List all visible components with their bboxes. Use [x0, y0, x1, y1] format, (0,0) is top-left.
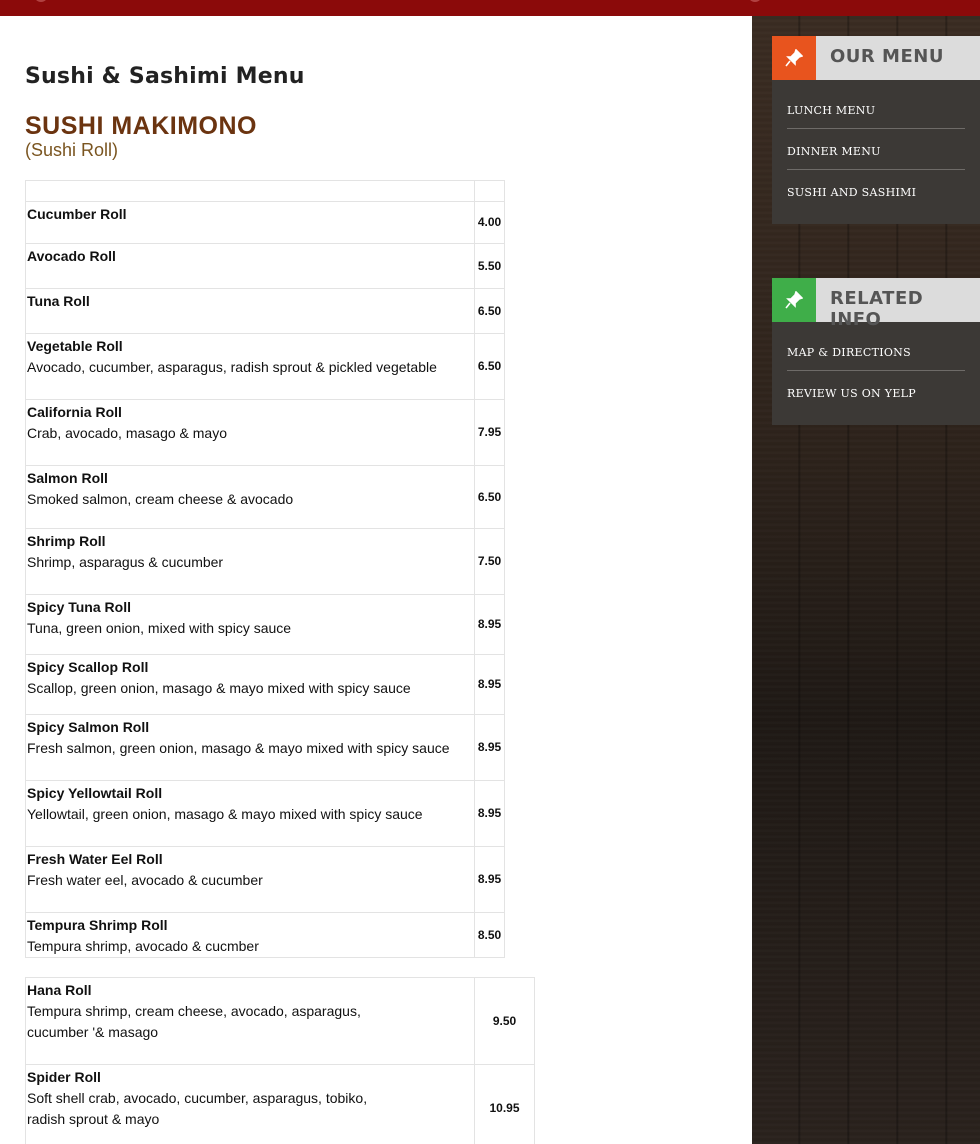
item-name: Spicy Yellowtail Roll	[27, 785, 163, 801]
item-description: Shrimp, asparagus & cucumber	[27, 554, 224, 570]
item-name: Avocado Roll	[27, 248, 116, 264]
section-title: SUSHI MAKIMONO	[25, 112, 257, 140]
table-row	[26, 289, 505, 334]
sidebar	[752, 16, 980, 1144]
item-cell	[26, 289, 475, 334]
top-nav-bar	[0, 0, 980, 16]
item-cell	[26, 244, 475, 289]
item-cell	[26, 715, 475, 781]
pushpin-icon	[772, 278, 816, 322]
item-description: cucumber '& masago	[27, 1024, 159, 1040]
table-row	[26, 202, 505, 244]
section-subtitle: (Sushi Roll)	[25, 140, 119, 160]
item-name: Spicy Salmon Roll	[27, 719, 150, 735]
widget-title: RELATED INFO	[830, 288, 924, 330]
nav-icon[interactable]	[34, 0, 48, 2]
table-row	[26, 715, 505, 781]
item-description: Fresh water eel, avocado & cucumber	[27, 872, 263, 888]
nav-icon[interactable]	[748, 0, 762, 2]
page-title: Sushi & Sashimi Menu	[25, 64, 305, 89]
table-row	[26, 466, 505, 529]
special-roll-table	[25, 977, 535, 1144]
item-description: Tempura shrimp, avocado & cucmber	[27, 938, 259, 954]
item-price: 10.95	[475, 1065, 535, 1144]
item-name: Spicy Tuna Roll	[27, 599, 131, 615]
item-description: Avocado, cucumber, asparagus, radish sprout & pickled vegetable	[27, 359, 437, 375]
item-price: 9.50	[475, 978, 535, 1065]
item-name: Salmon Roll	[27, 470, 108, 486]
table-row	[26, 529, 505, 595]
sushi-sashimi-link[interactable]: SUSHI AND SASHIMI	[787, 186, 917, 199]
table-row	[26, 244, 505, 289]
sushi-roll-table	[25, 180, 505, 958]
item-cell	[26, 202, 475, 244]
item-cell	[26, 1065, 475, 1144]
item-price: 6.50	[475, 334, 505, 400]
dinner-menu-link[interactable]: DINNER MENU	[787, 129, 965, 170]
item-price: 8.95	[475, 715, 505, 781]
item-description: Smoked salmon, cream cheese & avocado	[27, 491, 294, 507]
widget-title: OUR MENU	[830, 46, 944, 67]
item-price: 7.95	[475, 400, 505, 466]
item-name: Tempura Shrimp Roll	[27, 917, 168, 933]
item-description: Tempura shrimp, cream cheese, avocado, asparagus,	[27, 1003, 361, 1019]
our-menu-widget	[772, 36, 980, 224]
item-cell	[26, 781, 475, 847]
item-price: 4.00	[475, 202, 505, 244]
review-yelp-link[interactable]: REVIEW US ON YELP	[787, 387, 916, 400]
item-price: 8.95	[475, 781, 505, 847]
pushpin-icon	[772, 36, 816, 80]
item-cell	[26, 655, 475, 715]
item-description: Soft shell crab, avocado, cucumber, asparagus, tobiko,	[27, 1090, 368, 1106]
table-row	[26, 781, 505, 847]
main-content	[0, 16, 752, 1144]
item-name: Tuna Roll	[27, 293, 90, 309]
item-description: Tuna, green onion, mixed with spicy sauce	[27, 620, 292, 636]
item-cell	[26, 400, 475, 466]
item-cell	[26, 913, 475, 958]
table-row	[26, 913, 505, 958]
header-cell	[475, 181, 505, 202]
map-directions-link[interactable]: MAP & DIRECTIONS	[787, 330, 965, 371]
item-description: Fresh salmon, green onion, masago & mayo mixed with spicy sauce	[27, 740, 450, 756]
item-description: Scallop, green onion, masago & mayo mixed with spicy sauce	[27, 680, 411, 696]
item-price: 6.50	[475, 289, 505, 334]
item-price: 8.95	[475, 655, 505, 715]
item-description: radish sprout & mayo	[27, 1111, 160, 1127]
item-cell	[26, 466, 475, 529]
table-row	[26, 334, 505, 400]
item-name: Hana Roll	[27, 982, 92, 998]
item-price: 8.95	[475, 847, 505, 913]
widget-header	[772, 36, 980, 80]
our-menu-links	[772, 80, 980, 224]
related-info-widget	[772, 278, 980, 425]
table-row	[26, 847, 505, 913]
item-name: Spicy Scallop Roll	[27, 659, 149, 675]
table-header-row	[26, 181, 505, 202]
table-row	[26, 595, 505, 655]
item-name: Cucumber Roll	[27, 206, 127, 222]
table-row	[26, 400, 505, 466]
item-cell	[26, 334, 475, 400]
item-name: Shrimp Roll	[27, 533, 106, 549]
item-name: Vegetable Roll	[27, 338, 123, 354]
item-name: Fresh Water Eel Roll	[27, 851, 163, 867]
item-cell	[26, 847, 475, 913]
related-info-links	[772, 322, 980, 425]
header-cell	[26, 181, 475, 202]
table-row	[26, 655, 505, 715]
lunch-menu-link[interactable]: LUNCH MENU	[787, 88, 965, 129]
item-price: 6.50	[475, 466, 505, 529]
item-name: California Roll	[27, 404, 122, 420]
table-row	[26, 1065, 535, 1144]
item-price: 8.50	[475, 913, 505, 958]
item-name: Spider Roll	[27, 1069, 101, 1085]
item-price: 7.50	[475, 529, 505, 595]
item-description: Yellowtail, green onion, masago & mayo mixed with spicy sauce	[27, 806, 423, 822]
item-description: Crab, avocado, masago & mayo	[27, 425, 227, 441]
item-price: 8.95	[475, 595, 505, 655]
widget-header	[772, 278, 980, 330]
item-cell	[26, 529, 475, 595]
item-price: 5.50	[475, 244, 505, 289]
table-row	[26, 978, 535, 1065]
item-cell	[26, 595, 475, 655]
item-cell	[26, 978, 475, 1065]
